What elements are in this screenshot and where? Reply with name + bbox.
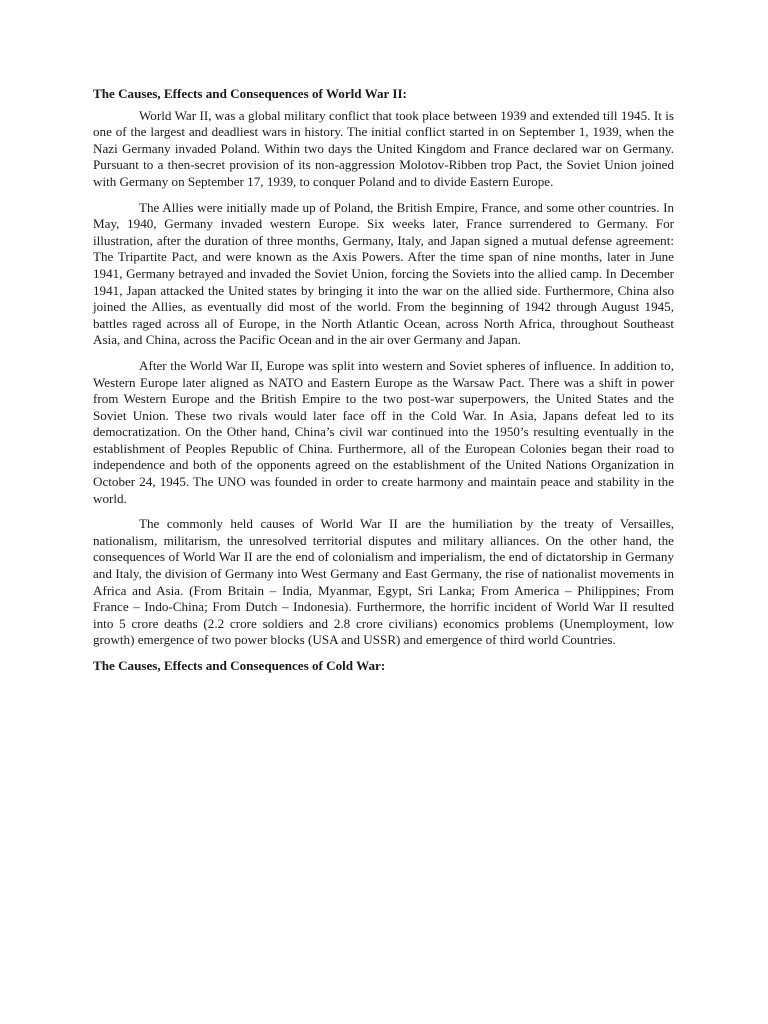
paragraph-2: The Allies were initially made up of Poland, the British Empire, France, and some other countries. In May, 1940, Germany invaded western Europe. Six weeks later, France surrendered to Germany. For illustration, after the duration of three months, Germany, Italy, and Japan signed a mutual defense agreement: The Tripartite Pact, and were known as the Axis Powers. After the time span of nine months, later in June 1941, Germany betrayed and invaded the Soviet Union, forcing the Soviets into the allied camp. In December 1941, Japan attacked the United states by bringing it into the war on the allied side. Furthermore, China also joined the Allies, as eventually did most of the world. From the beginning of 1942 through August 1945, battles raged across all of Europe, in the North Atlantic Ocean, across North Africa, throughout Southeast Asia, and China, across the Pacific Ocean and in the air over Germany and Japan. [93,199,674,348]
paragraph-1: World War II, was a global military conflict that took place between 1939 and extended till 1945. It is one of the largest and deadliest wars in history. The initial conflict started in on September 1, 1939, when the Nazi Germany invaded Poland. Within two days the United Kingdom and France declared war on Germany. Pursuant to a then-secret provision of its non-aggression Molotov-Ribben trop Pact, the Soviet Union joined with Germany on September 17, 1939, to conquer Poland and to divide Eastern Europe. [93,107,674,189]
section-heading-cold-war: The Causes, Effects and Consequences of Cold War: [93,658,386,673]
document-body [93,86,674,675]
section-heading-world-war-ii: The Causes, Effects and Consequences of World War II: [93,86,407,101]
paragraph-3: After the World War II, Europe was split into western and Soviet spheres of influence. In addition to, Western Europe later aligned as NATO and Eastern Europe as the Warsaw Pact. There was a shift in power from Western Europe and the British Empire to the two post-war superpowers, the United States and the Soviet Union. These two rivals would later face off in the Cold War. In Asia, Japans defeat led to its democratization. On the Other hand, China’s civil war continued into the 1950’s resulting eventually in the establishment of Peoples Republic of China. Furthermore, all of the European Colonies began their road to independence and both of the opponents agreed on the establishment of the United Nations Organization in October 24, 1945. The UNO was founded in order to create harmony and maintain peace and stability in the world. [93,357,674,506]
paragraph-4: The commonly held causes of World War II are the humiliation by the treaty of Versailles, nationalism, militarism, the unresolved territorial disputes and military alliances. On the other hand, the consequences of World War II are the end of colonialism and imperialism, the end of dictatorship in Germany and Italy, the division of Germany into West Germany and East Germany, the rise of nationalist movements in Africa and Asia. (From Britain – India, Myanmar, Egypt, Sri Lanka; From America – Philippines; From France – Indo-China; From Dutch – Indonesia). Furthermore, the horrific incident of World War II resulted into 5 crore deaths (2.2 crore soldiers and 2.8 crore civilians) economics problems (Unemployment, low growth) emergence of two power blocks (USA and USSR) and emergence of third world Countries. [93,516,674,648]
